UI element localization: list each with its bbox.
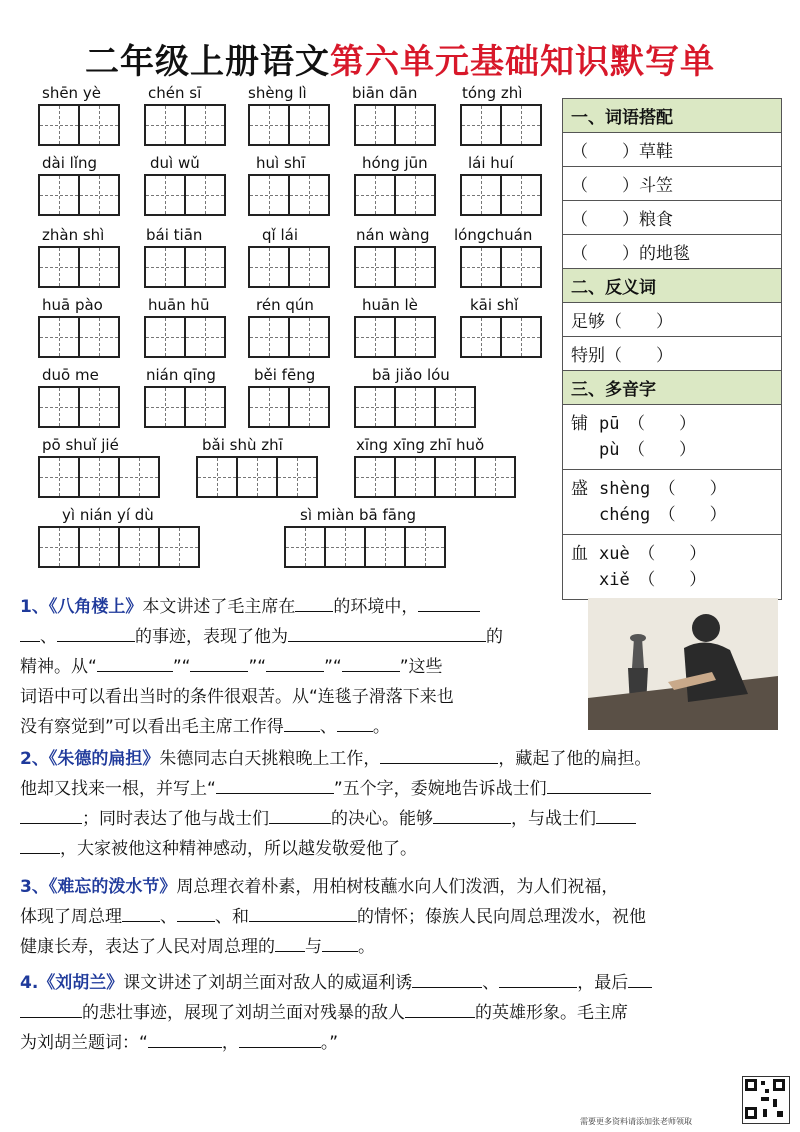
question-3 bbox=[20, 872, 784, 962]
question-text: 的情怀；傣族人民向周总理泼水，祝他 bbox=[357, 907, 646, 927]
collocation-item[interactable]: （ ）粮食 bbox=[563, 201, 781, 235]
answer-blank[interactable] bbox=[547, 777, 651, 794]
question-text: ，最后 bbox=[577, 973, 629, 993]
question-text: 词语中可以看出当时的条件很艰苦。从“连毯子滑落下来也 bbox=[20, 687, 454, 707]
question-text: 体现了周总理 bbox=[20, 907, 122, 927]
answer-blank[interactable] bbox=[433, 807, 511, 824]
pinyin-label: yì nián yí dù bbox=[62, 506, 154, 524]
writing-grid[interactable] bbox=[248, 246, 330, 288]
answer-blank[interactable] bbox=[284, 715, 320, 732]
question-text: 。 bbox=[358, 937, 375, 957]
pinyin-label: tóng zhì bbox=[462, 84, 523, 102]
illustration bbox=[588, 598, 778, 730]
answer-blank[interactable] bbox=[380, 747, 498, 764]
writing-grid[interactable] bbox=[38, 386, 120, 428]
writing-grid[interactable] bbox=[144, 386, 226, 428]
answer-blank[interactable] bbox=[249, 905, 357, 922]
writing-grid[interactable] bbox=[196, 456, 318, 498]
question-text: 本文讲述了毛主席在 bbox=[142, 597, 296, 617]
title-part2: 第六单元基础知识默写单 bbox=[330, 42, 715, 82]
pinyin-label: hóng jūn bbox=[362, 154, 428, 172]
question-text: 朱德同志白天挑粮晚上工作， bbox=[159, 749, 381, 769]
question-text: ；同时表达了他与战士们 bbox=[82, 809, 269, 829]
pinyin-label: huān lè bbox=[362, 296, 418, 314]
question-text: ， bbox=[221, 1033, 239, 1053]
pinyin-label: dài lǐng bbox=[42, 154, 98, 172]
question-text: 为刘胡兰题词：“ bbox=[20, 1033, 148, 1053]
pinyin-label: biān dān bbox=[352, 84, 418, 102]
pinyin-label: shèng lì bbox=[248, 84, 307, 102]
answer-blank[interactable] bbox=[97, 655, 173, 672]
pinyin-label: pō shuǐ jié bbox=[42, 436, 119, 454]
answer-blank[interactable] bbox=[20, 837, 60, 854]
answer-blank[interactable] bbox=[628, 971, 652, 988]
question-text: 精神。从“ bbox=[20, 657, 97, 677]
section-heading: 二、反义词 bbox=[563, 269, 781, 303]
writing-grid[interactable] bbox=[354, 174, 436, 216]
pinyin-label: lóngchuán bbox=[454, 226, 533, 244]
writing-grid[interactable] bbox=[38, 316, 120, 358]
answer-blank[interactable] bbox=[405, 1001, 475, 1018]
question-text: 健康长寿，表达了人民对周总理的 bbox=[20, 937, 275, 957]
question-text: 的决心。能够 bbox=[331, 809, 433, 829]
question-text: ”“ bbox=[248, 657, 267, 677]
pinyin-label: běi fēng bbox=[254, 366, 316, 384]
question-text: 的英雄形象。毛主席 bbox=[475, 1003, 628, 1023]
page-title bbox=[0, 34, 800, 83]
qr-code-icon bbox=[742, 1076, 790, 1124]
answer-blank[interactable] bbox=[288, 625, 486, 642]
writing-grid[interactable] bbox=[460, 104, 542, 146]
question-text: 、 bbox=[40, 627, 57, 647]
polyphone-item[interactable] bbox=[563, 470, 781, 535]
answer-blank[interactable] bbox=[266, 655, 324, 672]
answer-blank[interactable] bbox=[322, 935, 358, 952]
question-text: ，大家被他这种精神感动，所以越发敬爱他了。 bbox=[60, 839, 417, 859]
polyphone-char: 铺 bbox=[571, 414, 588, 434]
pinyin-label: sì miàn bā fāng bbox=[300, 506, 416, 524]
answer-blank[interactable] bbox=[177, 905, 215, 922]
antonym-item[interactable]: 足够（ ） bbox=[563, 303, 781, 337]
writing-grid[interactable] bbox=[38, 246, 120, 288]
question-text: 没有察觉到”可以看出毛主席工作得 bbox=[20, 717, 284, 737]
pinyin-label: rén qún bbox=[256, 296, 314, 314]
question-number: 4. bbox=[20, 973, 39, 993]
writing-grid[interactable] bbox=[460, 246, 542, 288]
question-text: ”这些 bbox=[399, 657, 443, 677]
writing-grid[interactable] bbox=[38, 456, 160, 498]
question-number: 1、 bbox=[20, 597, 49, 617]
polyphone-item[interactable] bbox=[563, 535, 781, 599]
writing-grid[interactable] bbox=[248, 104, 330, 146]
writing-grid[interactable] bbox=[144, 104, 226, 146]
answer-blank[interactable] bbox=[216, 777, 334, 794]
question-1 bbox=[20, 592, 580, 742]
polyphone-reading: xuè （ ） bbox=[599, 544, 707, 564]
writing-grid[interactable] bbox=[354, 316, 436, 358]
pinyin-label: zhàn shì bbox=[42, 226, 105, 244]
answer-blank[interactable] bbox=[412, 971, 482, 988]
question-text: ”“ bbox=[324, 657, 342, 677]
answer-blank[interactable] bbox=[337, 715, 373, 732]
answer-blank[interactable] bbox=[499, 971, 577, 988]
writing-grid[interactable] bbox=[38, 174, 120, 216]
question-text: 。” bbox=[320, 1033, 339, 1053]
question-text: 、和 bbox=[215, 907, 249, 927]
pinyin-label: duō me bbox=[42, 366, 99, 384]
writing-grid[interactable] bbox=[460, 174, 542, 216]
pinyin-label: qǐ lái bbox=[262, 226, 298, 244]
answer-blank[interactable] bbox=[596, 807, 636, 824]
writing-grid[interactable] bbox=[248, 174, 330, 216]
exercise-panel bbox=[562, 98, 782, 600]
polyphone-reading: pū （ ） bbox=[599, 414, 696, 434]
footer-note: 需要更多资料请添加张老师领取 bbox=[580, 1117, 692, 1126]
collocation-item[interactable]: （ ）草鞋 bbox=[563, 133, 781, 167]
answer-blank[interactable] bbox=[342, 655, 400, 672]
writing-grid[interactable] bbox=[144, 174, 226, 216]
question-text: 课文讲述了刘胡兰面对敌人的威逼利诱 bbox=[123, 973, 413, 993]
question-4 bbox=[20, 968, 784, 1058]
answer-blank[interactable] bbox=[295, 595, 333, 612]
writing-grid[interactable] bbox=[354, 104, 436, 146]
lesson-title: 《朱德的扁担》 bbox=[48, 749, 160, 769]
question-number: 2、 bbox=[20, 749, 49, 769]
writing-grid[interactable] bbox=[354, 246, 436, 288]
question-text: 周总理衣着朴素，用柏树枝蘸水向人们泼洒，为人们祝福， bbox=[176, 877, 619, 897]
writing-grid[interactable] bbox=[354, 386, 476, 428]
pinyin-label: huā pào bbox=[42, 296, 103, 314]
pinyin-label: shēn yè bbox=[42, 84, 101, 102]
answer-blank[interactable] bbox=[148, 1031, 222, 1048]
lesson-title: 《八角楼上》 bbox=[48, 597, 143, 617]
pinyin-label: lái huí bbox=[468, 154, 514, 172]
writing-grid[interactable] bbox=[38, 526, 200, 568]
question-text: 他却又找来一根，并写上“ bbox=[20, 779, 216, 799]
pinyin-label: bā jiǎo lóu bbox=[372, 366, 450, 384]
question-text: 的事迹，表现了他为 bbox=[135, 627, 288, 647]
polyphone-char: 盛 bbox=[571, 479, 588, 499]
question-text: 、 bbox=[482, 973, 500, 993]
answer-blank[interactable] bbox=[20, 625, 40, 642]
answer-blank[interactable] bbox=[239, 1031, 321, 1048]
polyphone-reading: shèng （ ） bbox=[599, 479, 727, 499]
writing-grid[interactable] bbox=[144, 316, 226, 358]
polyphone-char: 血 bbox=[571, 544, 588, 564]
answer-blank[interactable] bbox=[418, 595, 480, 612]
answer-blank[interactable] bbox=[20, 1001, 82, 1018]
question-2 bbox=[20, 744, 784, 864]
answer-blank[interactable] bbox=[190, 655, 248, 672]
question-text: 、 bbox=[319, 717, 337, 737]
writing-grid[interactable] bbox=[38, 104, 120, 146]
question-text: ，与战士们 bbox=[511, 809, 596, 829]
question-text: 的环境中， bbox=[333, 597, 419, 617]
question-text: ”“ bbox=[172, 657, 191, 677]
writing-grid[interactable] bbox=[460, 316, 542, 358]
answer-blank[interactable] bbox=[269, 807, 331, 824]
question-text: 与 bbox=[305, 937, 322, 957]
polyphone-reading: chéng （ ） bbox=[599, 505, 727, 525]
question-text: 、 bbox=[160, 907, 177, 927]
pinyin-label: chén sī bbox=[148, 84, 202, 102]
question-text: 。 bbox=[372, 717, 390, 737]
antonym-item[interactable]: 特别（ ） bbox=[563, 337, 781, 371]
question-number: 3、 bbox=[20, 877, 49, 897]
answer-blank[interactable] bbox=[57, 625, 135, 642]
polyphone-reading: xiě （ ） bbox=[599, 570, 707, 590]
pinyin-label: bái tiān bbox=[146, 226, 203, 244]
writing-grid[interactable] bbox=[144, 246, 226, 288]
question-text: 的悲壮事迹，展现了刘胡兰面对残暴的敌人 bbox=[82, 1003, 405, 1023]
answer-blank[interactable] bbox=[20, 807, 82, 824]
polyphone-item[interactable] bbox=[563, 405, 781, 470]
lesson-title: 《难忘的泼水节》 bbox=[48, 877, 177, 897]
pinyin-label: nián qīng bbox=[146, 366, 216, 384]
pinyin-label: huì shī bbox=[256, 154, 306, 172]
question-text: ”五个字，委婉地告诉战士们 bbox=[333, 779, 547, 799]
writing-grid[interactable] bbox=[248, 386, 330, 428]
pinyin-label: duì wǔ bbox=[150, 154, 200, 172]
writing-grid[interactable] bbox=[284, 526, 446, 568]
section-heading: 一、词语搭配 bbox=[563, 99, 781, 133]
pinyin-label: nán wàng bbox=[356, 226, 430, 244]
polyphone-reading: pù （ ） bbox=[599, 440, 696, 460]
section-heading: 三、多音字 bbox=[563, 371, 781, 405]
writing-grid[interactable] bbox=[354, 456, 516, 498]
pinyin-label: xīng xīng zhī huǒ bbox=[356, 436, 485, 454]
question-text: ，藏起了他的扁担。 bbox=[498, 749, 652, 769]
pinyin-label: huān hū bbox=[148, 296, 210, 314]
collocation-item[interactable]: （ ）斗笠 bbox=[563, 167, 781, 201]
collocation-item[interactable]: （ ）的地毯 bbox=[563, 235, 781, 269]
title-part1: 二年级上册语文 bbox=[85, 42, 330, 82]
pinyin-label: kāi shǐ bbox=[470, 296, 519, 314]
pinyin-label: bǎi shù zhī bbox=[202, 436, 283, 454]
answer-blank[interactable] bbox=[275, 935, 305, 952]
question-text: 的 bbox=[486, 627, 503, 647]
lesson-title: 《刘胡兰》 bbox=[38, 973, 124, 993]
writing-grid[interactable] bbox=[248, 316, 330, 358]
answer-blank[interactable] bbox=[122, 905, 160, 922]
